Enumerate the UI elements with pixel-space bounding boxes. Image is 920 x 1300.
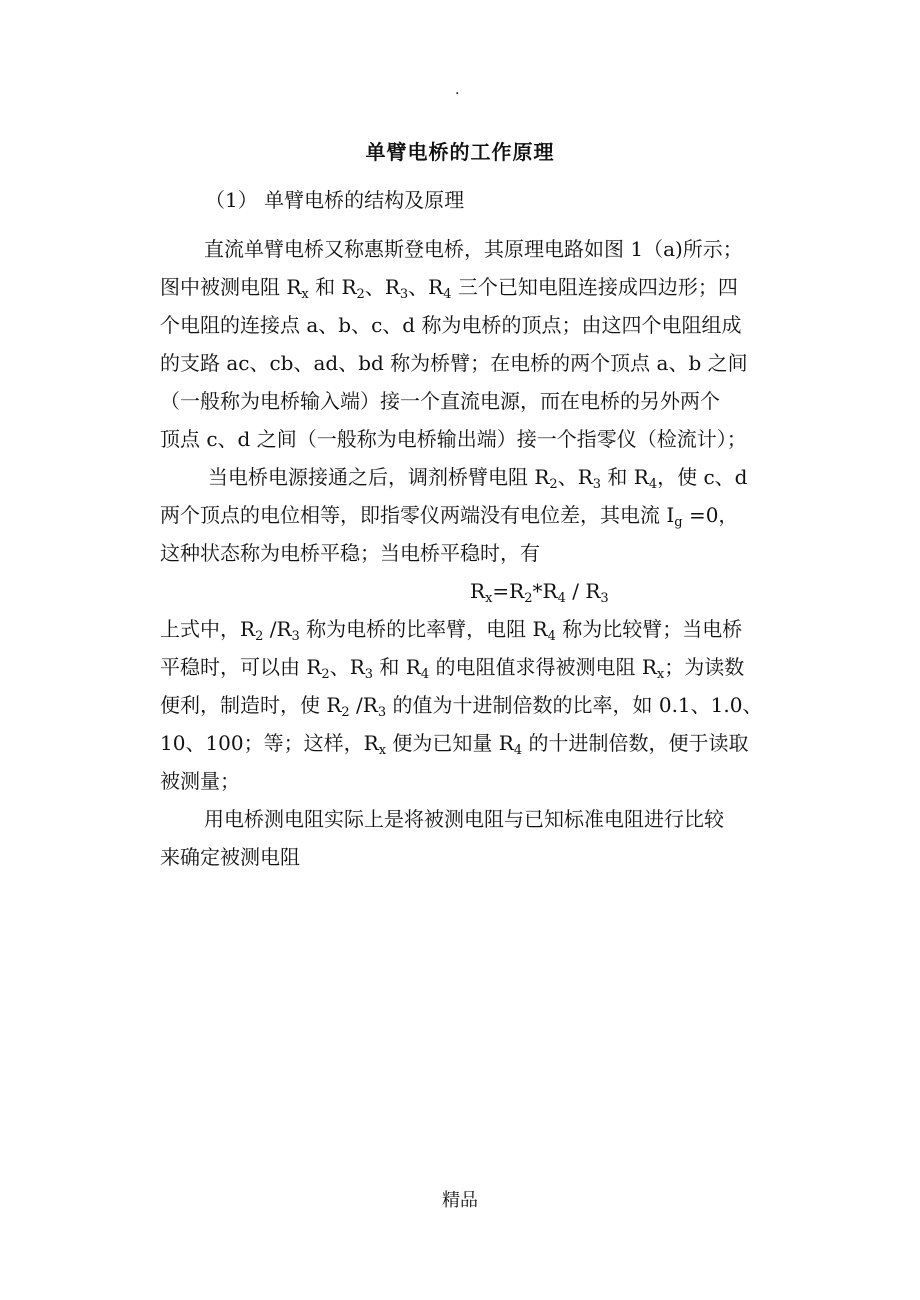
paragraph-line: 10、100；等；这样，$R_x$ 便为已知量 $R_4$ 的十进制倍数，便于读取	[160, 731, 749, 758]
section-heading: （1） 单臂电桥的结构及原理	[205, 188, 465, 212]
document-title: 单臂电桥的工作原理	[365, 140, 555, 164]
paragraph-line: 顶点 c、d 之间（一般称为电桥输出端）接一个指零仪（检流计）；	[160, 427, 747, 451]
paragraph-line: 图中被测电阻 $R_x$ 和 $R_2$、$R_3$、$R_4$ 三个已知电阻连接成四边形；四	[160, 275, 738, 302]
formula: $R_x=R_2*R_4 / R_3$	[470, 579, 609, 606]
paragraph-line: 这种状态称为电桥平稳；当电桥平稳时，有	[160, 541, 540, 565]
paragraph-line: 来确定被测电阻	[160, 845, 300, 869]
document-body	[160, 230, 780, 876]
paragraph-line: 个电阻的连接点 a、b、c、d 称为电桥的顶点；由这四个电阻组成	[160, 313, 742, 337]
paragraph-line: 的支路 ac、cb、ad、bd 称为桥臂；在电桥的两个顶点 a、b 之间	[160, 351, 748, 375]
paragraph-line: 平稳时，可以由 $R_2$、$R_3$ 和 $R_4$ 的电阻值求得被测电阻 $R_x$；为读数	[160, 655, 745, 682]
paragraph-line: 上式中，$R_2$ $/R_3$ 称为电桥的比率臂，电阻 $R_4$ 称为比较臂；当电桥	[160, 617, 743, 644]
paragraph-line: 被测量；	[160, 769, 240, 793]
paragraph-line: 便利，制造时，使 $R_2$ $/R_3$ 的值为十进制倍数的比率，如 0.1、1.0、	[160, 693, 763, 720]
footer-label: 精品	[442, 1190, 478, 1211]
paragraph-line: 两个顶点的电位相等，即指零仪两端没有电位差，其电流 $I_g =0$，	[160, 503, 739, 530]
paragraph-line: 当电桥电源接通之后，调剂桥臂电阻 $R_2$、$R_3$ 和 $R_4$，使 c、d	[208, 465, 748, 492]
paragraph-line: 直流单臂电桥又称惠斯登电桥，其原理电路如图 1（a)所示；	[204, 237, 743, 261]
paragraph-line: （一般称为电桥输入端）接一个直流电源，而在电桥的另外两个	[160, 389, 720, 413]
header-dot: .	[455, 82, 460, 98]
paragraph-line: 用电桥测电阻实际上是将被测电阻与已知标准电阻进行比较	[204, 807, 724, 831]
